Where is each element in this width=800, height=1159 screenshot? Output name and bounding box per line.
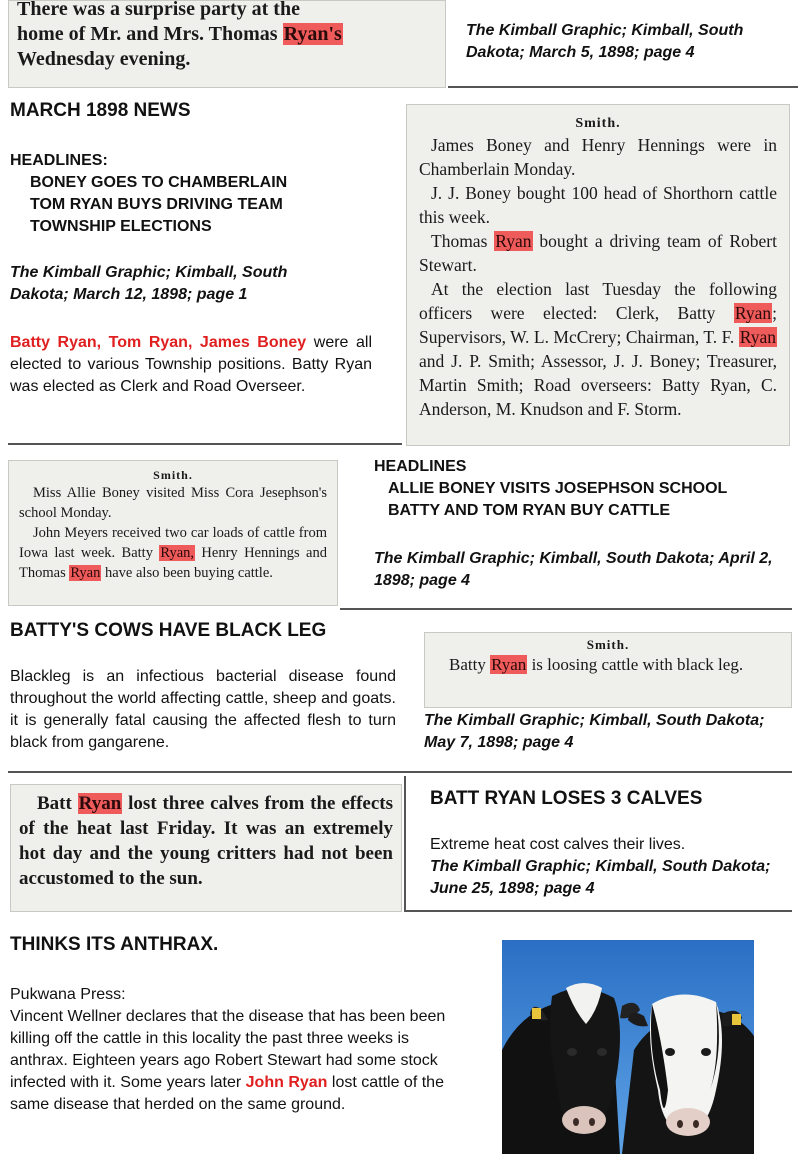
calves-body: Extreme heat cost calves their lives. <box>430 836 686 853</box>
march-body <box>10 332 372 398</box>
masthead: Smith. <box>153 468 193 482</box>
anthrax-source: Pukwana Press: <box>10 986 126 1003</box>
headline-item: BATTY AND TOM RYAN BUY CATTLE <box>388 502 671 519</box>
headline-item: ALLIE BONEY VISITS JOSEPHSON SCHOOL <box>388 480 728 497</box>
divider <box>340 608 792 610</box>
cows-photo-image <box>502 940 754 1154</box>
name-highlight-john-ryan: John Ryan <box>245 1074 328 1091</box>
clip1-line1: There was a surprise party at the <box>17 0 300 20</box>
masthead: Smith. <box>575 116 621 131</box>
clip5-text: Batt Ryan lost three calves from the effects of the heat last Friday. It was an extremely hot day and the young critters had not been accustomed to the sun. <box>19 793 393 889</box>
section-title-anthrax: THINKS ITS ANTHRAX. <box>10 934 219 955</box>
headlines-label: HEADLINES <box>374 458 467 475</box>
citation-april-2: The Kimball Graphic; Kimball, South Dakota; April 2, 1898; page 4 <box>374 550 773 589</box>
april-headlines <box>374 456 794 522</box>
clip2-p4: At the election last Tuesday the following officers were elected: Clerk, Batty Ryan; Supervisors, W. L. McCrery; Chairman, T. F. Ryan and J. P. Smith; Assessor, J. J. Boney; Treasurer, Martin Smith; Road overseers: Batty Ryan, C. Anderson, M. Knudson and F. Storm. <box>419 279 777 419</box>
highlight-ryan: Ryan <box>78 793 122 814</box>
highlight-ryan: Ryan's <box>283 23 342 45</box>
masthead: Smith. <box>586 637 630 652</box>
citation-march-12: The Kimball Graphic; Kimball, South Dakota; March 12, 1898; page 1 <box>10 264 288 303</box>
cows-photo <box>502 940 754 1154</box>
section-title-calves: BATT RYAN LOSES 3 CALVES <box>430 788 703 809</box>
clip2-p1: James Boney and Henry Hennings were in Chamberlain Monday. <box>419 135 777 179</box>
clipping-calves <box>10 784 402 912</box>
citation-june-25: The Kimball Graphic; Kimball, South Dakota; June 25, 1898; page 4 <box>430 858 771 897</box>
clip2-p2: J. J. Boney bought 100 head of Shorthorn cattle this week. <box>419 183 777 227</box>
names-highlight: Batty Ryan, Tom Ryan, James Boney <box>10 334 307 351</box>
citation-march-5: The Kimball Graphic; Kimball, South Dakota; March 5, 1898; page 4 <box>466 22 744 61</box>
clipping-smith-may <box>424 632 792 708</box>
clipping-surprise-party <box>8 0 446 88</box>
divider <box>448 86 798 88</box>
march-body-text: were all elected to various Township positions. Batty Ryan was elected as Clerk and Road Overseer. <box>10 334 373 395</box>
divider <box>8 443 402 445</box>
divider <box>404 910 792 912</box>
headlines-label: HEADLINES: <box>10 152 108 169</box>
section-title-march: MARCH 1898 NEWS <box>10 100 191 121</box>
blackleg-body: Blackleg is an infectious bacterial disease found throughout the world affecting cattle, sheep and goats. it is generally fatal causing the affected flesh to turn black from gangarene. <box>10 668 396 751</box>
divider <box>404 776 406 912</box>
highlight-ryan: Ryan <box>70 565 101 581</box>
headline-item: TOM RYAN BUYS DRIVING TEAM <box>30 196 283 213</box>
clip2-p3: Thomas Ryan bought a driving team of Robert Stewart. <box>419 231 777 275</box>
highlight-ryan: Ryan, <box>160 545 195 561</box>
highlight-ryan: Ryan <box>734 303 772 323</box>
clip1-line3: Wednesday evening. <box>17 48 191 70</box>
clip3-p1: Miss Allie Boney visited Miss Cora Jesephson's school Monday. <box>19 485 327 521</box>
highlight-ryan: Ryan <box>739 327 776 347</box>
headline-item: TOWNSHIP ELECTIONS <box>30 218 212 235</box>
headline-item: BONEY GOES TO CHAMBERLAIN <box>30 174 288 191</box>
clip3-p2: John Meyers received two car loads of cattle from Iowa last week. Batty Ryan, Henry Hennings and Thomas Ryan have also been buying cattle. <box>19 525 327 581</box>
highlight-ryan: Ryan <box>491 655 527 674</box>
anthrax-body: Vincent Wellner declares that the disease that has been been killing off the cattle in this locality the past three weeks is anthrax. Eighteen years ago Robert Stewart had some stock infected with it. Some years later John Ryan lost cattle of the same disease that herded on the same ground. <box>10 1008 446 1113</box>
clipping-smith-april <box>8 460 338 606</box>
clipping-smith-march <box>406 104 790 446</box>
clip1-line2: home of Mr. and Mrs. Thomas <box>17 23 283 45</box>
clip4-text: Batty Ryan is loosing cattle with black leg. <box>449 655 744 674</box>
divider <box>8 771 792 773</box>
highlight-ryan: Ryan <box>495 231 532 251</box>
citation-may-7: The Kimball Graphic; Kimball, South Dakota; May 7, 1898; page 4 <box>424 712 765 751</box>
march-headlines <box>10 150 380 238</box>
section-title-blackleg: BATTY'S COWS HAVE BLACK LEG <box>10 620 327 641</box>
